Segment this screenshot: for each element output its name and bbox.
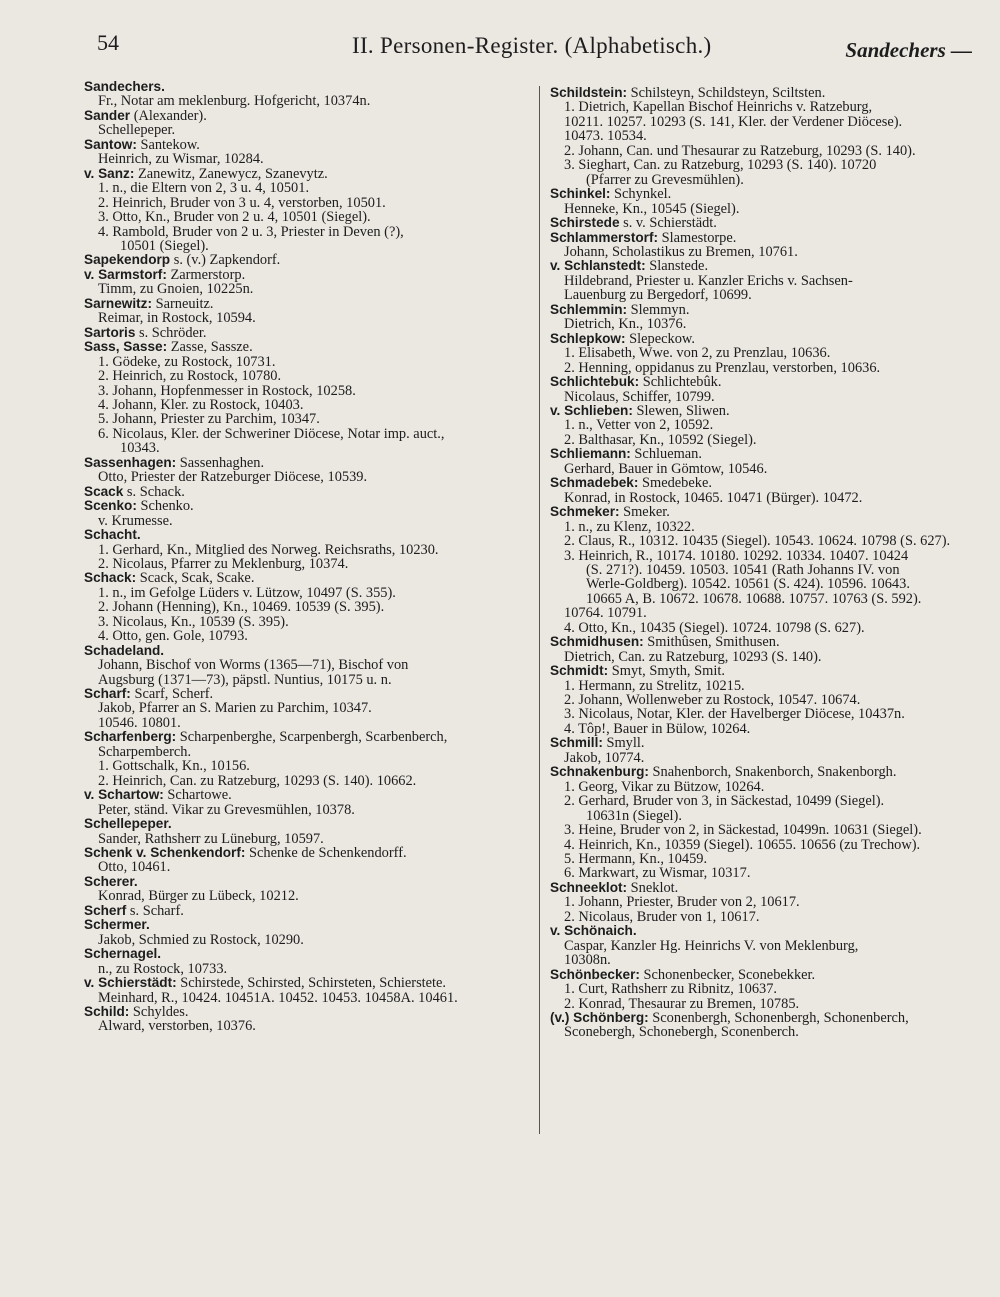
- entry-line: 3. Heinrich, R., 10174. 10180. 10292. 10334. 10407. 10424: [564, 547, 909, 564]
- entry-heading-line: [84, 1005, 519, 1019]
- entry-surname: Schnakenburg:: [550, 764, 649, 780]
- entry-variants: Zasse, Sassze.: [167, 339, 253, 356]
- entry-heading-line: [550, 664, 980, 678]
- entry-line: 2. Gerhard, Bruder von 3, in Säckestad, 10499 (Siegel).: [564, 793, 885, 810]
- entry-variants: Smyt, Smyth, Smit.: [608, 663, 725, 680]
- entry-line: Johann, Scholastikus zu Bremen, 10761.: [564, 243, 798, 260]
- entry-surname: v. Schierstädt:: [84, 975, 177, 991]
- entry-surname: Schellepeper.: [84, 816, 172, 832]
- entry-surname: Scack: [84, 483, 124, 499]
- entry-line: 2. Claus, R., 10312. 10435 (Siegel). 10543. 10624. 10798 (S. 627).: [564, 533, 951, 550]
- register-entry: [84, 687, 519, 730]
- entry-line: 4. Tôp!, Bauer in Bülow, 10264.: [564, 720, 751, 737]
- entry-line: 2. Nicolaus, Bruder von 1, 10617.: [564, 908, 760, 925]
- register-entry: [84, 528, 519, 571]
- entry-heading-line: [84, 846, 519, 860]
- entry-heading-line: [550, 968, 980, 982]
- entry-surname: Schmill:: [550, 735, 603, 751]
- register-entry: [550, 303, 980, 332]
- entry-line: 2. Nicolaus, Pfarrer zu Meklenburg, 10374.: [98, 555, 349, 572]
- register-entry: [84, 817, 519, 846]
- entry-variants: s. Schack.: [123, 483, 185, 500]
- entry-surname: Santow:: [84, 136, 137, 152]
- register-entry: [84, 485, 519, 499]
- entry-line: 10308n.: [564, 952, 611, 969]
- entry-heading-line: [550, 635, 980, 649]
- entry-surname: v. Schönaich.: [550, 923, 637, 939]
- entry-variants: Smyll.: [602, 735, 645, 752]
- entry-variants: Sarneuitz.: [151, 295, 214, 312]
- register-entry: [550, 924, 980, 967]
- entry-line: 2. Heinrich, zu Rostock, 10780.: [98, 368, 282, 385]
- entry-surname: Scenko:: [84, 498, 137, 514]
- entry-heading-line: [84, 788, 519, 802]
- entry-heading-line: [84, 817, 519, 831]
- register-entry: [84, 167, 519, 254]
- register-entry: [550, 86, 980, 187]
- entry-line: 1. Gödeke, zu Rostock, 10731.: [98, 353, 276, 370]
- entry-variants: (Alexander).: [130, 107, 207, 124]
- entry-line: 1. Hermann, zu Strelitz, 10215.: [564, 677, 745, 694]
- entry-line: 2. Johann, Can. und Thesaurar zu Ratzeburg, 10293 (S. 140).: [564, 142, 916, 159]
- entry-line: 1. Elisabeth, Wwe. von 2, zu Prenzlau, 10636.: [564, 345, 831, 362]
- entry-line: 4. Otto, Kn., 10435 (Siegel). 10724. 10798 (S. 627).: [564, 619, 865, 636]
- entry-variants: Snahenborch, Snakenborch, Snakenborgh.: [648, 764, 897, 781]
- entry-variants: s. Schröder.: [135, 324, 207, 341]
- entry-heading-line: [84, 499, 519, 513]
- register-entry: [550, 332, 980, 375]
- register-entry: [550, 635, 980, 664]
- register-entry: [84, 947, 519, 976]
- entry-variants: Slanstede.: [645, 258, 709, 275]
- register-entry: [84, 846, 519, 875]
- register-entry: [84, 918, 519, 947]
- register-entry: [84, 80, 519, 109]
- entry-line: 1. Johann, Priester, Bruder von 2, 10617.: [564, 894, 800, 911]
- entry-line: Jakob, Pfarrer an S. Marien zu Parchim, 10347.: [98, 700, 372, 717]
- entry-line: Fr., Notar am meklenburg. Hofgericht, 10374n.: [98, 93, 371, 110]
- entry-surname: Schild:: [84, 1004, 130, 1019]
- register-entry: [550, 187, 980, 216]
- entry-heading-line: [550, 259, 980, 273]
- entry-heading-line: [84, 253, 519, 267]
- entry-heading-line: [84, 947, 519, 961]
- entry-variants: Smeker.: [619, 504, 670, 521]
- register-entry: [84, 904, 519, 918]
- running-head: Sandechers —: [845, 38, 972, 62]
- entry-line: Schellepeper.: [98, 122, 176, 139]
- entry-variants: Schenko.: [136, 498, 194, 515]
- entry-heading-line: [550, 765, 980, 779]
- entry-heading-line: [550, 736, 980, 750]
- register-entry: [84, 456, 519, 485]
- entry-line: 2. Balthasar, Kn., 10592 (Siegel).: [564, 431, 757, 448]
- entry-line: 1. Curt, Rathsherr zu Ribnitz, 10637.: [564, 981, 778, 998]
- page-title: II. Personen-Register. (Alphabetisch.): [352, 33, 712, 58]
- register-entry: [84, 499, 519, 528]
- register-entry: [84, 644, 519, 687]
- left-column: [84, 80, 519, 1034]
- entry-surname: Schlepkow:: [550, 330, 626, 346]
- entry-line: Dietrich, Kn., 10376.: [564, 316, 687, 333]
- register-entry: [84, 571, 519, 643]
- entry-line: Alward, verstorben, 10376.: [98, 1018, 256, 1035]
- entry-surname: Schinkel:: [550, 186, 611, 202]
- entry-surname: Schmidt:: [550, 663, 609, 679]
- register-entry: [84, 1005, 519, 1034]
- entry-surname: Sandechers.: [84, 79, 165, 94]
- entry-heading-line: [84, 167, 519, 181]
- entry-line: 1. n., Vetter von 2, 10592.: [564, 417, 714, 434]
- entry-surname: Schmidhusen:: [550, 634, 644, 650]
- entry-line: 10343.: [120, 440, 160, 457]
- entry-line: Otto, Priester der Ratzeburger Diöcese, 10539.: [98, 469, 368, 486]
- entry-surname: (v.) Schönberg:: [550, 1010, 649, 1025]
- register-entry: [550, 736, 980, 765]
- entry-line: (S. 271?). 10459. 10503. 10541 (Rath Johanns IV. von: [586, 561, 900, 578]
- entry-surname: Sarnewitz:: [84, 295, 152, 311]
- register-entry: [550, 259, 980, 302]
- entry-line: Jakob, Schmied zu Rostock, 10290.: [98, 931, 304, 948]
- entry-heading-line: [84, 875, 519, 889]
- entry-heading-line: [550, 86, 980, 100]
- entry-line: 5. Hermann, Kn., 10459.: [564, 851, 708, 868]
- entry-heading-line: [84, 326, 519, 340]
- entry-line: Augsburg (1371—73), päpstl. Nuntius, 10175 u. n.: [98, 671, 392, 688]
- entry-line: 1. n., die Eltern von 2, 3 u. 4, 10501.: [98, 180, 310, 197]
- entry-surname: Schermer.: [84, 917, 150, 933]
- entry-variants: Schynkel.: [610, 186, 672, 203]
- entry-line: 10211. 10257. 10293 (S. 141, Kler. der Verdener Diöcese).: [564, 113, 903, 130]
- entry-line: Henneke, Kn., 10545 (Siegel).: [564, 200, 740, 217]
- entry-heading-line: [550, 881, 980, 895]
- entry-surname: Schlichtebuk:: [550, 374, 640, 390]
- entry-surname: Scharf:: [84, 686, 131, 702]
- register-entry: [550, 1011, 980, 1040]
- entry-surname: Schmeker:: [550, 504, 620, 520]
- register-entry: [550, 375, 980, 404]
- register-entry: [84, 326, 519, 340]
- entry-line: Nicolaus, Schiffer, 10799.: [564, 388, 715, 405]
- entry-line: 3. Heine, Bruder von 2, in Säckestad, 10499n. 10631 (Siegel).: [564, 822, 922, 839]
- entry-heading-line: [84, 976, 519, 990]
- entry-line: 2. Johann (Henning), Kn., 10469. 10539 (S. 395).: [98, 599, 385, 616]
- entry-line: 1. Georg, Vikar zu Bützow, 10264.: [564, 778, 765, 795]
- entry-heading-line: [84, 571, 519, 585]
- entry-surname: Schernagel.: [84, 946, 162, 962]
- right-column: [550, 86, 980, 1040]
- entry-surname: Sapekendorp: [84, 252, 171, 268]
- entry-line: Werle-Goldberg). 10542. 10561 (S. 424). 10596. 10643.: [586, 576, 910, 593]
- entry-surname: v. Sanz:: [84, 165, 135, 181]
- entry-surname: Schliemann:: [550, 446, 631, 462]
- entry-line: 2. Johann, Wollenweber zu Rostock, 10547. 10674.: [564, 692, 861, 709]
- entry-heading-line: [84, 340, 519, 354]
- entry-line: v. Krumesse.: [98, 512, 173, 529]
- entry-line: Sander, Rathsherr zu Lüneburg, 10597.: [98, 830, 324, 847]
- entry-line: 10764. 10791.: [564, 605, 647, 622]
- entry-surname: Scherer.: [84, 873, 138, 889]
- entry-variants: Slemmyn.: [627, 301, 690, 318]
- entry-variants: Slewen, Sliwen.: [632, 402, 730, 419]
- entry-heading-line: [84, 687, 519, 701]
- entry-heading-line: [84, 138, 519, 152]
- entry-line: 3. Nicolaus, Notar, Kler. der Havelberger Diöcese, 10437n.: [564, 706, 905, 723]
- entry-heading-line: [84, 268, 519, 282]
- register-entry: [550, 664, 980, 736]
- entry-surname: Schneeklot:: [550, 879, 628, 895]
- register-entry: [84, 788, 519, 817]
- entry-heading-line: [550, 187, 980, 201]
- entry-line: Sconebergh, Schonebergh, Sconenberch.: [564, 1024, 799, 1041]
- entry-heading-line: [550, 231, 980, 245]
- register-entry: [84, 109, 519, 138]
- entry-line: 5. Johann, Priester zu Parchim, 10347.: [98, 411, 320, 428]
- entry-line: Lauenburg zu Bergedorf, 10699.: [564, 287, 752, 304]
- register-entry: [84, 976, 519, 1005]
- register-entry: [84, 253, 519, 267]
- entry-line: Hildebrand, Priester u. Kanzler Erichs v. Sachsen-: [564, 272, 853, 289]
- register-entry: [550, 881, 980, 924]
- entry-heading-line: [550, 332, 980, 346]
- entry-line: 1. Gottschalk, Kn., 10156.: [98, 758, 250, 775]
- entry-line: Johann, Bischof von Worms (1365—71), Bischof von: [98, 657, 409, 674]
- entry-line: 6. Nicolaus, Kler. der Schweriner Diöcese, Notar imp. auct.,: [98, 425, 445, 442]
- entry-surname: Schlammerstorf:: [550, 229, 659, 245]
- entry-surname: Sassenhagen:: [84, 454, 177, 470]
- entry-heading-line: [84, 456, 519, 470]
- entry-variants: Zarmerstorp.: [166, 266, 246, 283]
- register-entry: [84, 297, 519, 326]
- register-entry: [550, 231, 980, 260]
- register-entry: [550, 447, 980, 476]
- entry-variants: Zanewitz, Zanewycz, Szanevytz.: [134, 165, 328, 182]
- entry-line: Konrad, in Rostock, 10465. 10471 (Bürger). 10472.: [564, 489, 863, 506]
- entry-line: Heinrich, zu Wismar, 10284.: [98, 151, 264, 168]
- entry-line: 3. Otto, Kn., Bruder von 2 u. 4, 10501 (Siegel).: [98, 209, 371, 226]
- entry-variants: Scack, Scak, Scake.: [136, 570, 255, 587]
- entry-line: 2. Heinrich, Bruder von 3 u. 4, verstorben, 10501.: [98, 194, 386, 211]
- entry-line: 2. Heinrich, Can. zu Ratzeburg, 10293 (S. 140). 10662.: [98, 772, 417, 789]
- register-entry: [84, 730, 519, 788]
- entry-variants: Schlueman.: [630, 446, 702, 463]
- entry-line: 10546. 10801.: [98, 714, 181, 731]
- entry-line: Caspar, Kanzler Hg. Heinrichs V. von Meklenburg,: [564, 937, 859, 954]
- entry-variants: Sneklot.: [627, 879, 679, 896]
- entry-line: Peter, ständ. Vikar zu Grevesmühlen, 10378.: [98, 801, 355, 818]
- entry-line: Meinhard, R., 10424. 10451A. 10452. 10453. 10458A. 10461.: [98, 989, 458, 1006]
- entry-line: 1. Gerhard, Kn., Mitglied des Norweg. Reichsraths, 10230.: [98, 541, 439, 558]
- entry-line: 4. Rambold, Bruder von 2 u. 3, Priester in Deven (?),: [98, 223, 404, 240]
- entry-line: Reimar, in Rostock, 10594.: [98, 310, 256, 327]
- column-divider: [539, 86, 540, 1134]
- entry-variants: Schenke de Schenkendorff.: [245, 845, 407, 862]
- entry-heading-line: [84, 644, 519, 658]
- entry-heading-line: [84, 528, 519, 542]
- entry-heading-line: [84, 297, 519, 311]
- entry-variants: s. Scharf.: [126, 902, 184, 919]
- page-number: 54: [97, 30, 119, 55]
- entry-line: 1. n., zu Klenz, 10322.: [564, 518, 695, 535]
- register-entry: [550, 216, 980, 230]
- entry-surname: Schlemmin:: [550, 301, 628, 317]
- entry-heading-line: [84, 485, 519, 499]
- entry-heading-line: [84, 80, 519, 94]
- entry-line: 6. Markwart, zu Wismar, 10317.: [564, 865, 751, 882]
- entry-surname: Schmadebek:: [550, 475, 639, 491]
- entry-variants: Schirstede, Schirsted, Schirsteten, Schierstete.: [176, 975, 447, 992]
- entry-heading-line: [84, 918, 519, 932]
- entry-heading-line: [550, 505, 980, 519]
- entry-heading-line: [84, 109, 519, 123]
- entry-heading-line: [84, 730, 519, 744]
- entry-line: Jakob, 10774.: [564, 749, 645, 766]
- entry-variants: Schartowe.: [163, 787, 232, 804]
- entry-heading-line: [550, 404, 980, 418]
- entry-line: Gerhard, Bauer in Gömtow, 10546.: [564, 460, 768, 477]
- entry-line: 3. Sieghart, Can. zu Ratzeburg, 10293 (S. 140). 10720: [564, 157, 877, 174]
- entry-heading-line: [550, 447, 980, 461]
- register-entry: [84, 875, 519, 904]
- register-entry: [550, 765, 980, 881]
- entry-surname: Sartoris: [84, 324, 136, 340]
- entry-surname: v. Schlieben:: [550, 402, 633, 418]
- entry-surname: Scherf: [84, 902, 127, 918]
- entry-heading-line: [550, 303, 980, 317]
- entry-variants: Smithûsen, Smithusen.: [643, 634, 780, 651]
- entry-line: 3. Johann, Hopfenmesser in Rostock, 10258.: [98, 382, 356, 399]
- entry-line: 1. n., im Gefolge Lüders v. Lützow, 10497 (S. 355).: [98, 584, 396, 601]
- entry-heading-line: [550, 476, 980, 490]
- entry-heading-line: [550, 924, 980, 938]
- entry-surname: Schacht.: [84, 527, 141, 543]
- entry-variants: s. v. Schierstädt.: [619, 215, 717, 232]
- entry-line: (Pfarrer zu Grevesmühlen).: [586, 171, 744, 188]
- entry-variants: s. (v.) Zapkendorf.: [170, 252, 281, 269]
- entry-line: Dietrich, Can. zu Ratzeburg, 10293 (S. 140).: [564, 648, 822, 665]
- entry-surname: v. Sarmstorf:: [84, 266, 167, 282]
- entry-line: Otto, 10461.: [98, 859, 171, 876]
- entry-heading-line: [84, 904, 519, 918]
- entry-variants: Slepeckow.: [625, 330, 695, 347]
- entry-surname: v. Schlanstedt:: [550, 258, 646, 274]
- entry-line: n., zu Rostock, 10733.: [98, 960, 228, 977]
- entry-line: 3. Nicolaus, Kn., 10539 (S. 395).: [98, 613, 289, 630]
- entry-heading-line: [550, 375, 980, 389]
- entry-variants: Scarf, Scherf.: [130, 686, 214, 703]
- entry-line: 4. Heinrich, Kn., 10359 (Siegel). 10655. 10656 (zu Trechow).: [564, 836, 921, 853]
- register-entry: [84, 138, 519, 167]
- entry-variants: Santekow.: [136, 136, 200, 153]
- register-entry: [550, 404, 980, 447]
- entry-line: Konrad, Bürger zu Lübeck, 10212.: [98, 888, 299, 905]
- entry-variants: Schyldes.: [129, 1004, 189, 1020]
- entry-line: 10631n (Siegel).: [586, 807, 682, 824]
- entry-variants: Smedebeke.: [638, 475, 712, 492]
- entry-line: 10665 A, B. 10672. 10678. 10688. 10757. 10763 (S. 592).: [586, 590, 922, 607]
- entry-line: Scharpemberch.: [98, 743, 192, 760]
- entry-variants: Schonenbecker, Sconebekker.: [639, 966, 816, 983]
- entry-surname: Schönbecker:: [550, 966, 640, 982]
- register-entry: [550, 968, 980, 1011]
- register-entry: [84, 268, 519, 297]
- entry-variants: Schilsteyn, Schildsteyn, Sciltsten.: [627, 85, 826, 101]
- entry-surname: Sander: [84, 107, 131, 123]
- entry-line: 4. Johann, Kler. zu Rostock, 10403.: [98, 396, 304, 413]
- register-entry: [550, 476, 980, 505]
- register-entry: [550, 505, 980, 635]
- entry-surname: v. Schartow:: [84, 787, 164, 803]
- entry-line: 1. Dietrich, Kapellan Bischof Heinrichs v. Ratzeburg,: [564, 99, 873, 116]
- entry-variants: Sconenbergh, Schonenbergh, Schonenberch,: [648, 1010, 909, 1026]
- entry-heading-line: [550, 216, 980, 230]
- entry-line: Timm, zu Gnoien, 10225n.: [98, 281, 254, 298]
- entry-surname: Schirstede: [550, 215, 620, 231]
- entry-surname: Sass, Sasse:: [84, 339, 168, 355]
- entry-variants: Scharpenberghe, Scarpenbergh, Scarbenberch,: [176, 729, 448, 746]
- entry-line: 4. Otto, gen. Gole, 10793.: [98, 628, 248, 645]
- register-entry: [84, 340, 519, 456]
- entry-surname: Schenk v. Schenkendorf:: [84, 845, 246, 861]
- entry-surname: Schadeland.: [84, 642, 165, 658]
- entry-variants: Slamestorpe.: [658, 229, 737, 246]
- entry-surname: Schack:: [84, 570, 137, 586]
- entry-line: 2. Henning, oppidanus zu Prenzlau, verstorben, 10636.: [564, 359, 881, 376]
- entry-variants: Sassenhaghen.: [176, 454, 265, 471]
- entry-line: 2. Konrad, Thesaurar zu Bremen, 10785.: [564, 995, 800, 1012]
- entry-line: 10473. 10534.: [564, 128, 647, 145]
- entry-heading-line: [550, 1011, 980, 1025]
- entry-variants: Schlichtebûk.: [639, 374, 722, 391]
- entry-surname: Schildstein:: [550, 85, 628, 100]
- entry-line: 10501 (Siegel).: [120, 237, 209, 254]
- entry-surname: Scharfenberg:: [84, 729, 177, 745]
